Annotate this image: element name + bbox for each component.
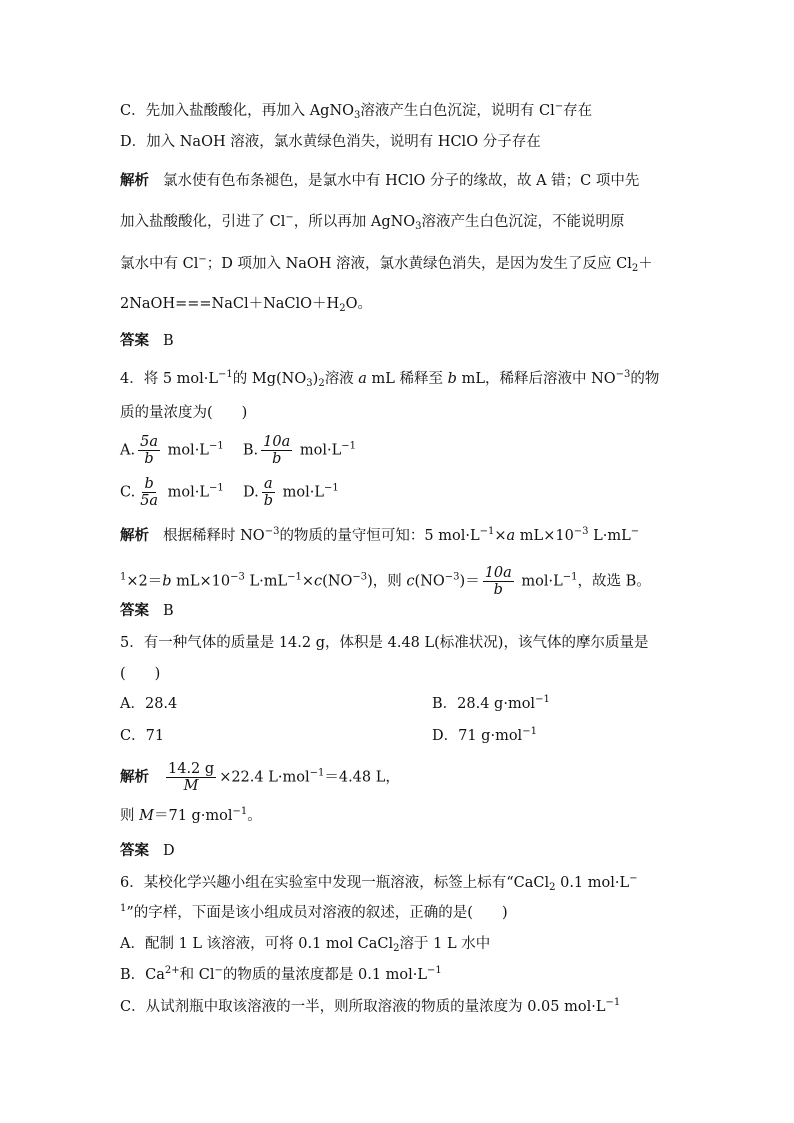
answer-label: 答案 xyxy=(120,842,149,859)
text: 根据稀释时 NO xyxy=(163,528,265,544)
text: A．配制 1 L 该溶液，可将 0.1 mol CaCl xyxy=(120,936,394,952)
unit: mol·L xyxy=(278,484,324,501)
superscript: −3 xyxy=(230,571,245,583)
text: B．Ca xyxy=(120,967,165,983)
text: 溶液产生白色沉淀，说明有 Cl xyxy=(360,103,555,119)
option-c-line xyxy=(120,101,592,121)
question-6-stem xyxy=(120,903,508,923)
superscript: 1 xyxy=(120,903,127,914)
superscript: −1 xyxy=(427,965,442,976)
superscript: −1 xyxy=(522,726,537,737)
superscript: 1 xyxy=(120,571,127,583)
text: (NO xyxy=(322,573,353,590)
text: 质的量浓度为( ) xyxy=(120,405,248,421)
text: 6．某校化学兴趣小组在实验室中发现一瓶溶液，标签上标有“CaCl xyxy=(120,875,550,891)
subscript: 3 xyxy=(415,221,422,232)
option-d-line xyxy=(120,132,541,152)
subscript: 2 xyxy=(318,378,325,389)
answer-value: D xyxy=(163,843,175,859)
text: 存在 xyxy=(563,103,593,119)
explanation-line xyxy=(120,212,625,232)
text: × xyxy=(301,573,315,590)
text: 4．将 5 mol·L xyxy=(120,371,219,387)
explanation-label: 解析 xyxy=(120,172,149,189)
option-a-label: A. xyxy=(120,442,136,459)
text: ＝4.48 L， xyxy=(324,769,400,786)
subscript: 2 xyxy=(393,943,400,954)
text: × xyxy=(494,528,507,544)
denominator: b xyxy=(272,451,282,467)
explanation-line xyxy=(120,761,400,794)
superscript: − xyxy=(629,873,638,884)
answer-line xyxy=(120,841,175,861)
text: ( ) xyxy=(120,666,161,682)
numerator: b xyxy=(144,476,154,492)
answer-value: B xyxy=(163,603,174,619)
unit: mol·L xyxy=(163,484,210,501)
text: )，则 xyxy=(367,573,407,590)
variable: b xyxy=(447,371,457,387)
explanation-line xyxy=(120,171,639,191)
text: C．从试剂瓶中取该溶液的一半，则所取溶液的物质的量浓度为 0.05 mol·L xyxy=(120,999,606,1015)
fraction xyxy=(483,565,514,598)
text: ) xyxy=(312,371,319,387)
variable: c xyxy=(406,573,415,590)
explanation-line xyxy=(120,254,653,274)
question-4-stem xyxy=(120,403,247,423)
question-6-stem xyxy=(120,873,638,893)
superscript: −1 xyxy=(209,482,224,494)
explanation-line xyxy=(120,526,639,546)
text: 的物质的量浓度都是 0.1 mol·L xyxy=(222,967,428,983)
superscript: −1 xyxy=(535,694,550,705)
text: B．28.4 g·mol xyxy=(432,696,536,712)
superscript: −1 xyxy=(562,571,578,583)
superscript: −1 xyxy=(309,767,325,779)
answer-line xyxy=(120,331,174,351)
superscript: −3 xyxy=(615,369,631,380)
variable: b xyxy=(162,573,172,590)
option-b xyxy=(432,694,550,714)
subscript: 3 xyxy=(306,378,313,389)
denominator: b xyxy=(263,493,274,509)
question-4-stem xyxy=(120,369,659,389)
superscript: −1 xyxy=(208,440,224,452)
text: mL，稀释后溶液中 NO xyxy=(456,371,616,387)
superscript: −3 xyxy=(573,526,589,537)
text: C．先加入盐酸酸化，再加入 AgNO xyxy=(120,103,355,119)
text: mol·L xyxy=(516,573,563,590)
text: 。 xyxy=(247,808,262,824)
variable: M xyxy=(139,808,154,824)
text: 氯水使有色布条褪色，是氯水中有 HClO 分子的缘故，故 A 错；C 项中先 xyxy=(163,173,640,189)
option-a: A．28.4 xyxy=(120,696,178,712)
superscript: −1 xyxy=(341,440,356,452)
text: 5．有一种气体的质量是 14.2 g，体积是 4.48 L(标准状况)，该气体的摩尔质量是 xyxy=(120,635,649,651)
fraction xyxy=(138,476,160,509)
explanation-label: 解析 xyxy=(120,527,149,544)
text: ，所以再加 AgNO xyxy=(293,214,416,230)
superscript: − xyxy=(554,101,564,112)
superscript: − xyxy=(214,965,223,976)
variable: c xyxy=(314,573,323,590)
answer-value: B xyxy=(163,333,174,349)
question-5-options-ab xyxy=(120,694,680,714)
variable: a xyxy=(358,371,367,387)
subscript: 2 xyxy=(549,882,556,893)
text: 2NaOH===NaCl＋NaClO＋H xyxy=(120,296,340,312)
denominator: M xyxy=(183,778,199,794)
numerator: a xyxy=(264,476,273,492)
question-6-option-a xyxy=(120,934,490,954)
text: mL 稀释至 xyxy=(366,371,448,387)
text: L·mL xyxy=(244,573,288,590)
question-5-options-cd xyxy=(120,726,680,746)
superscript: −1 xyxy=(232,806,248,817)
explanation-line xyxy=(120,806,262,826)
text: ”的字样，下面是该小组成员对溶液的叙述，正确的是( ) xyxy=(126,905,508,921)
text: 溶于 1 L 水中 xyxy=(399,936,491,952)
answer-label: 答案 xyxy=(120,602,149,619)
unit: mol·L xyxy=(295,442,342,459)
superscript: −1 xyxy=(605,997,621,1008)
unit: mol·L xyxy=(162,442,209,459)
question-5-stem xyxy=(120,633,648,653)
text: ×2＝ xyxy=(126,573,163,590)
subscript: 2 xyxy=(339,303,346,314)
text: ×22.4 L·mol xyxy=(219,769,310,786)
subscript: 2 xyxy=(631,263,639,274)
superscript: − xyxy=(285,212,294,223)
answer-label: 答案 xyxy=(120,332,149,349)
text: 的物质的量守恒可知：5 mol·L xyxy=(279,528,480,544)
text: 和 Cl xyxy=(179,967,215,983)
denominator: b xyxy=(493,582,503,598)
superscript: −1 xyxy=(287,571,302,583)
fraction xyxy=(262,476,275,509)
text: 0.1 mol·L xyxy=(555,875,630,891)
explanation-label: 解析 xyxy=(120,768,149,786)
option-c: C．71 xyxy=(120,728,165,744)
explanation-line xyxy=(120,294,372,314)
text: 的物 xyxy=(630,371,660,387)
superscript: −3 xyxy=(352,571,368,583)
text: 加入盐酸酸化，引进了 Cl xyxy=(120,214,286,230)
denominator: b xyxy=(144,451,154,467)
subscript: 3 xyxy=(354,110,361,121)
numerator: 14.2 g xyxy=(168,761,215,777)
text: )＝ xyxy=(459,573,480,590)
option-d-label: D. xyxy=(243,484,259,501)
denominator: 5a xyxy=(140,493,159,509)
answer-line xyxy=(120,601,174,621)
text: D．71 g·mol xyxy=(432,728,523,744)
superscript: −1 xyxy=(218,369,233,380)
text: ；D 项加入 NaOH 溶液，氯水黄绿色消失，是因为发生了反应 Cl xyxy=(206,256,632,272)
superscript: 2+ xyxy=(164,965,180,976)
superscript: − xyxy=(198,254,207,265)
option-d xyxy=(432,726,537,746)
fraction xyxy=(261,434,292,467)
explanation-line xyxy=(120,565,651,598)
text: mL×10 xyxy=(515,528,574,544)
question-6-option-c xyxy=(120,997,620,1017)
text: L·mL xyxy=(588,528,631,544)
numerator: 10a xyxy=(484,565,512,581)
superscript: −3 xyxy=(264,526,280,537)
text: ＝71 g·mol xyxy=(153,808,233,824)
option-c-label: C. xyxy=(120,484,136,501)
text: O。 xyxy=(345,296,372,312)
question-5-stem xyxy=(120,664,160,684)
text: (NO xyxy=(414,573,445,590)
text: 则 xyxy=(120,808,140,824)
text: ，故选 B。 xyxy=(577,573,651,590)
fraction xyxy=(138,434,160,467)
fraction xyxy=(166,761,216,794)
question-4-options-cd xyxy=(120,476,339,509)
question-4-options-ab xyxy=(120,434,356,467)
text: D．加入 NaOH 溶液，氯水黄绿色消失，说明有 HClO 分子存在 xyxy=(120,134,541,150)
superscript: −1 xyxy=(323,482,339,494)
text: 溶液 xyxy=(324,371,359,387)
superscript: − xyxy=(630,526,640,537)
text: ＋ xyxy=(638,256,653,272)
superscript: −3 xyxy=(444,571,460,583)
superscript: −1 xyxy=(479,526,495,537)
question-6-option-b xyxy=(120,965,442,985)
text: 溶液产生白色沉淀，不能说明原 xyxy=(421,214,625,230)
variable: a xyxy=(506,528,516,544)
text: mL×10 xyxy=(171,573,231,590)
option-b-label: B. xyxy=(242,442,259,459)
text: 氯水中有 Cl xyxy=(120,256,199,272)
numerator: 10a xyxy=(263,434,291,450)
numerator: 5a xyxy=(140,434,158,450)
text: 的 Mg(NO xyxy=(232,371,307,387)
